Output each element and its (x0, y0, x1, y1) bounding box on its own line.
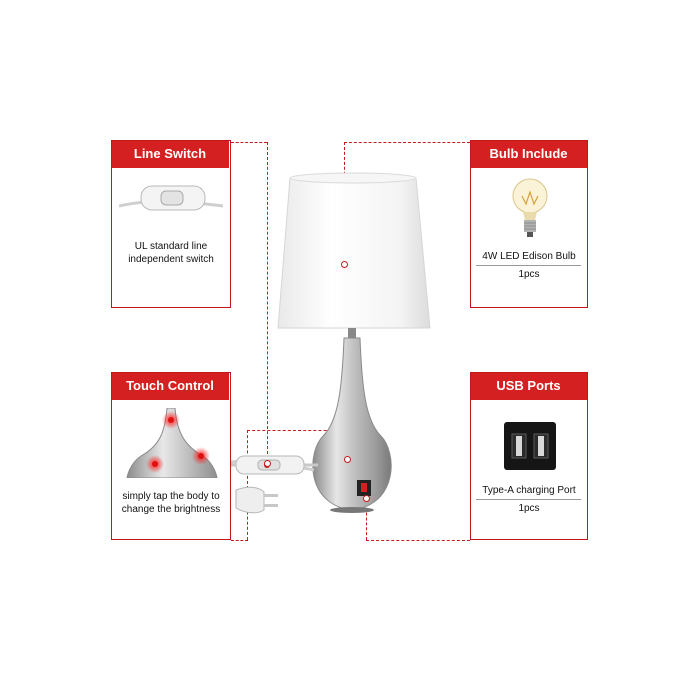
card-bulb-include-line2: 1pcs (518, 269, 540, 280)
dot-touch (344, 456, 351, 463)
card-line-switch-line1: UL standard line (134, 241, 208, 252)
card-bulb-include-line1: 4W LED Edison Bulb (482, 251, 576, 262)
inline-cord-switch (228, 452, 318, 522)
card-usb-ports-title: USB Ports (470, 372, 587, 400)
card-bulb-include-title: Bulb Include (470, 140, 587, 168)
card-line-switch-title: Line Switch (111, 140, 229, 168)
lamp-body (313, 338, 391, 510)
lamp-shade (278, 178, 430, 328)
card-usb-ports-line1: Type-A charging Port (482, 485, 576, 496)
card-touch-control-line2: change the brightness (121, 504, 221, 515)
card-line-switch (111, 140, 231, 308)
usb-port-icon (504, 422, 556, 470)
card-line-switch-line2: independent switch (128, 254, 214, 265)
connector-touch-bottom (231, 540, 248, 541)
card-touch-control (111, 372, 231, 540)
touch-body-icon (125, 408, 219, 478)
card-bulb-include (470, 140, 588, 308)
dot-line-switch (264, 460, 271, 467)
connector-usb-bottom (366, 540, 470, 541)
inline-switch-icon (119, 176, 223, 224)
card-usb-ports-line2: 1pcs (518, 503, 540, 514)
card-touch-control-title: Touch Control (111, 372, 229, 400)
card-bulb-include-rule (476, 265, 581, 266)
card-touch-control-line1: simply tap the body to (122, 491, 220, 502)
edison-bulb-icon (510, 174, 550, 244)
card-usb-ports (470, 372, 588, 540)
card-usb-ports-rule (476, 499, 581, 500)
dot-usb (363, 495, 370, 502)
connector-bulb-top (344, 142, 470, 143)
dot-bulb (341, 261, 348, 268)
connector-line-switch-top (231, 142, 267, 143)
